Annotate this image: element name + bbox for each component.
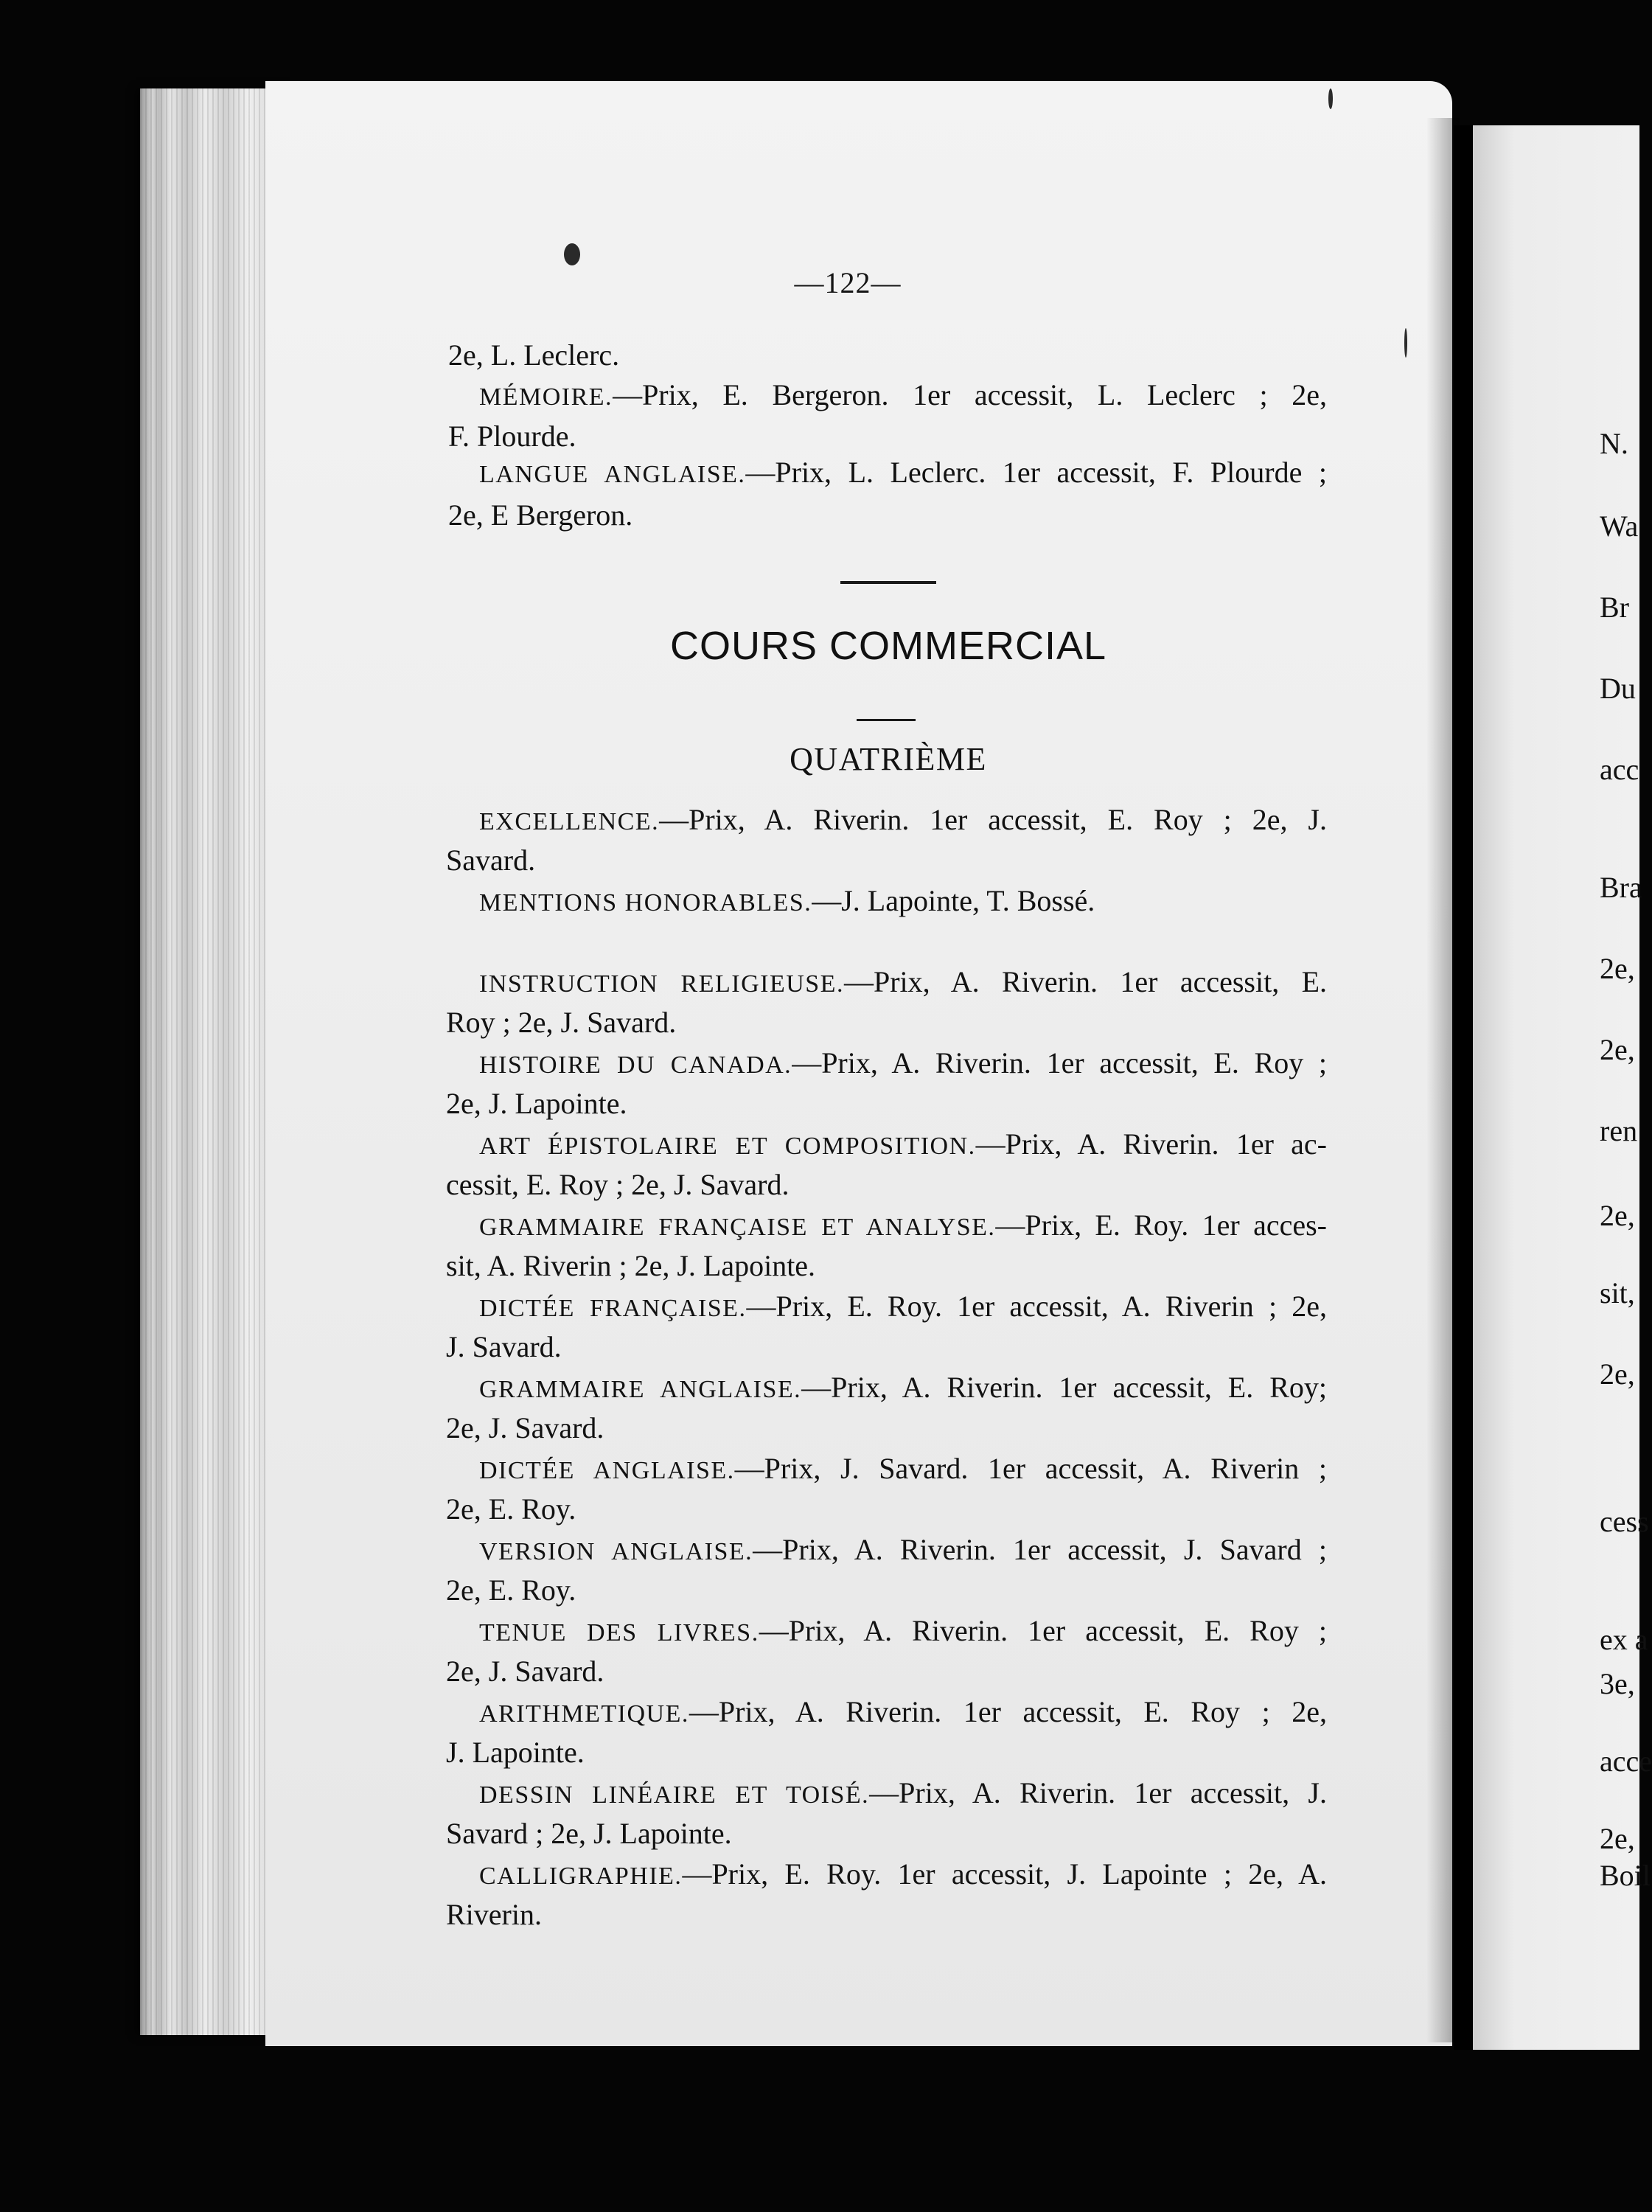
facing-page-fragment: sit,	[1600, 1276, 1635, 1310]
section-heading: COURS COMMERCIAL	[669, 624, 1107, 668]
entry-line-2: Savard ; 2e, J. Lapointe.	[446, 1817, 732, 1850]
subject-head: HISTOIRE DU CANADA.	[479, 1051, 792, 1079]
facing-page-fragment: acce	[1600, 1745, 1652, 1778]
entry-line-1	[479, 964, 1327, 1002]
subject-text: —Prix, A. Riverin. 1er accessit, J.	[869, 1776, 1327, 1809]
facing-page-fragment: Bra	[1600, 871, 1642, 904]
facing-page-fragment: 2e,	[1600, 1822, 1635, 1855]
entry-line-1	[479, 1046, 1327, 1083]
facing-page-fragment: cess	[1600, 1505, 1649, 1538]
subject-head: DESSIN LINÉAIRE ET TOISÉ.	[479, 1781, 870, 1809]
subject-text: —Prix, A. Riverin. 1er ac-	[975, 1127, 1327, 1161]
facing-page-fragment: 2e,	[1600, 1357, 1635, 1391]
separator-rule	[857, 719, 916, 721]
facing-page-fragment: 2e,	[1600, 1199, 1635, 1232]
subject-text: —Prix, E. Bergeron. 1er accessit, L. Leclerc ; 2e,	[613, 378, 1327, 411]
facing-page-fragment: ex a	[1600, 1623, 1648, 1656]
subject-head: GRAMMAIRE ANGLAISE.	[479, 1376, 802, 1403]
entry-line-2: 2e, E. Roy.	[446, 1573, 576, 1607]
subject-head: TENUE DES LIVRES.	[479, 1619, 759, 1646]
subject-text: —Prix, A. Riverin. 1er accessit, J. Savard ;	[753, 1533, 1327, 1566]
entry-line-2: 2e, J. Lapointe.	[446, 1087, 627, 1120]
entry-line-1	[479, 1289, 1327, 1326]
entry-line-2: 2e, J. Savard.	[446, 1655, 604, 1688]
entry-line-2: J. Lapointe.	[446, 1736, 585, 1769]
entry-line-2: cessit, E. Roy ; 2e, J. Savard.	[446, 1168, 790, 1201]
text-line	[479, 378, 1327, 415]
subject-text: —Prix, A. Riverin. 1er accessit, E. Roy ; 2e,	[689, 1695, 1327, 1728]
subject-text: —J. Lapointe, T. Bossé.	[812, 884, 1095, 917]
facing-page-fragment: N.	[1600, 427, 1628, 460]
subject-head: DICTÉE FRANÇAISE.	[479, 1295, 747, 1322]
separator-rule	[840, 581, 936, 584]
entry-line-2: sit, A. Riverin ; 2e, J. Lapointe.	[446, 1249, 816, 1282]
entry-line-1	[479, 1613, 1327, 1651]
entry-line-1	[479, 1208, 1327, 1245]
entry-line-1	[479, 1857, 1327, 1894]
facing-page-fragment: 3e,	[1600, 1667, 1635, 1700]
entry-line-2: J. Savard.	[446, 1330, 562, 1363]
subject-head: LANGUE ANGLAISE.	[479, 461, 746, 488]
facing-page-fragment: Boil	[1600, 1859, 1651, 1892]
page-number: —122—	[794, 266, 902, 299]
subject-head: ART ÉPISTOLAIRE ET COMPOSITION.	[479, 1133, 976, 1160]
subject-text: —Prix, E. Roy. 1er accessit, J. Lapointe ; 2e, A.	[682, 1857, 1327, 1891]
subject-head: MENTIONS HONORABLES.	[479, 889, 812, 917]
subject-head: EXCELLENCE.	[479, 808, 660, 835]
facing-page-fragment: acc	[1600, 753, 1639, 786]
facing-page-fragment: Br	[1600, 591, 1629, 624]
entry-line-1	[479, 1532, 1327, 1570]
subject-head: CALLIGRAPHIE.	[479, 1863, 683, 1890]
ink-spot	[564, 243, 580, 265]
text-line: F. Plourde.	[448, 420, 576, 453]
subject-text: —Prix, A. Riverin. 1er accessit, E. Roy ; 2e, J.	[659, 803, 1327, 836]
ink-spot	[1404, 328, 1407, 358]
subject-head: ARITHMETIQUE.	[479, 1700, 689, 1728]
subject-head: VERSION ANGLAISE.	[479, 1538, 753, 1565]
facing-page-fragment: 2e,	[1600, 1033, 1635, 1066]
entry-line-1	[479, 1370, 1327, 1408]
entry-line-2: Savard.	[446, 844, 536, 877]
entry-line-1	[479, 1127, 1327, 1164]
entry-line-1	[479, 1694, 1327, 1732]
text-line: 2e, E Bergeron.	[448, 498, 633, 532]
subject-head: MÉMOIRE.	[479, 383, 613, 411]
entry-line-2: Roy ; 2e, J. Savard.	[446, 1006, 677, 1039]
section-subheading: QUATRIÈME	[790, 741, 987, 777]
entry-line-2: 2e, J. Savard.	[446, 1411, 604, 1444]
subject-head: DICTÉE ANGLAISE.	[479, 1457, 735, 1484]
entry-line-2: 2e, E. Roy.	[446, 1492, 576, 1526]
entry-line-1	[479, 802, 1327, 840]
facing-page-fragment: Du	[1600, 672, 1636, 705]
subject-text: —Prix, A. Riverin. 1er accessit, E. Roy ;	[792, 1046, 1327, 1079]
ink-spot	[1328, 88, 1333, 109]
subject-text: —Prix, A. Riverin. 1er accessit, E. Roy;	[801, 1371, 1327, 1404]
facing-page-fragment: ren	[1600, 1114, 1638, 1147]
entry-line-1	[479, 883, 1095, 921]
entry-line-1	[479, 1775, 1327, 1813]
subject-head: INSTRUCTION RELIGIEUSE.	[479, 970, 844, 998]
subject-text: —Prix, E. Roy. 1er acces-	[995, 1208, 1327, 1242]
subject-text: —Prix, A. Riverin. 1er accessit, E. Roy ;	[759, 1614, 1327, 1647]
entry-line-1	[479, 1451, 1327, 1489]
subject-text: —Prix, L. Leclerc. 1er accessit, F. Plourde ;	[745, 456, 1327, 489]
subject-head: GRAMMAIRE FRANÇAISE ET ANALYSE.	[479, 1214, 996, 1241]
subject-text: —Prix, A. Riverin. 1er accessit, E.	[843, 965, 1327, 998]
text-line: 2e, L. Leclerc.	[448, 338, 620, 372]
facing-page-fragment: 2e,	[1600, 952, 1635, 985]
entry-line-2: Riverin.	[446, 1898, 542, 1931]
subject-text: —Prix, E. Roy. 1er accessit, A. Riverin ; 2e,	[746, 1290, 1328, 1323]
text-line	[479, 455, 1327, 493]
subject-text: —Prix, J. Savard. 1er accessit, A. Riverin ;	[734, 1452, 1327, 1485]
facing-page-fragment: Wa	[1600, 509, 1639, 543]
